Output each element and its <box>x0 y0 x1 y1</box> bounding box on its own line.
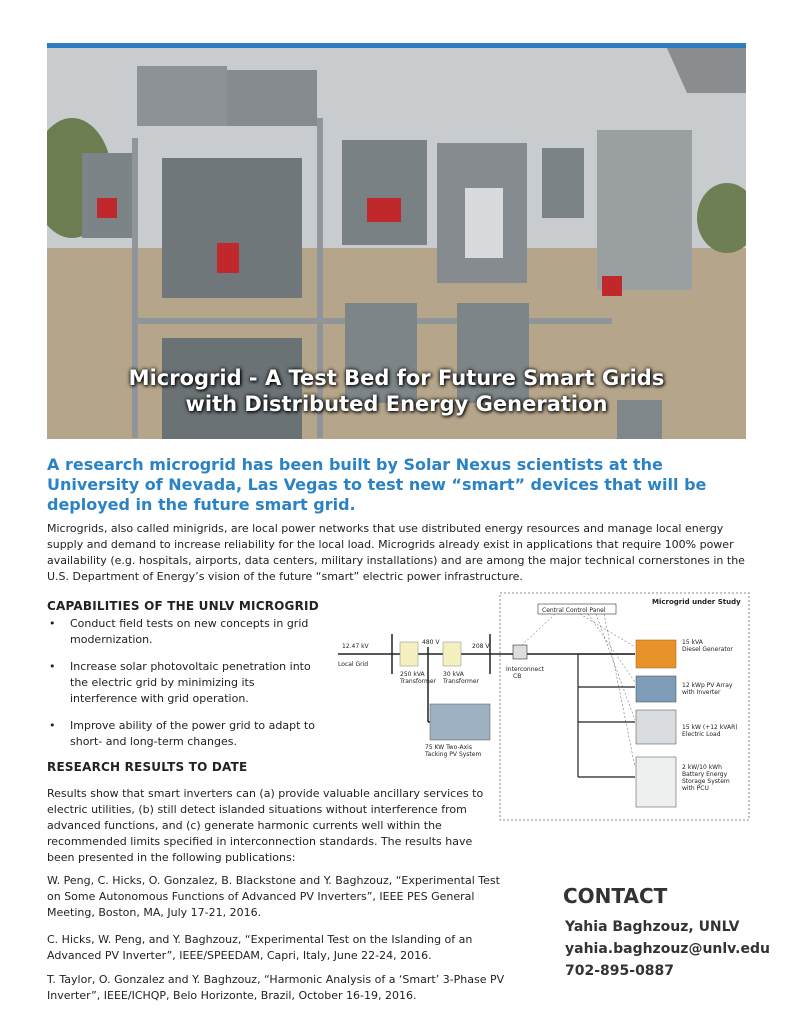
local-grid-label: Local Grid <box>338 661 369 668</box>
contact-email[interactable]: yahia.baghzouz@unlv.edu <box>565 941 770 957</box>
solar-panel-icon <box>430 704 490 740</box>
battery-label: Battery Energy <box>682 771 728 778</box>
voltage-label: 12.47 kV <box>342 643 369 650</box>
hero-title-line-2: with Distributed Energy Generation <box>185 392 608 416</box>
pv-array-label: with Inverter <box>682 689 721 696</box>
bullet-icon: • <box>49 719 56 732</box>
list-item: • Improve ability of the power grid to adapt to short- and long-term changes. <box>49 719 315 748</box>
contact-phone[interactable]: 702-895-0887 <box>565 963 675 979</box>
generator-label: Diesel Generator <box>682 646 733 653</box>
results-paragraph: Results show that smart inverters can (a) provide valuable ancillary services to electric utilities, (b) still detect islanded situations without interference from advanced functions, and (c) generate harmonic currents well within the recommended limits specified in interconnection standards. The results have been presented in the following publications: <box>47 787 484 864</box>
load-label: Electric Load <box>682 731 721 738</box>
publication-2: C. Hicks, W. Peng, and Y. Baghzouz, “Experimental Test on the Islanding of an Advanced PV Inverter”, IEEE/SPEEDAM, Capri, Italy, June 22-24, 2016. <box>47 933 473 962</box>
capabilities-heading: CAPABILITIES OF THE UNLV MICROGRID <box>47 599 319 613</box>
voltage-label: 480 V <box>422 639 440 646</box>
circuit-breaker-icon <box>513 645 527 659</box>
voltage-label: 208 V <box>472 643 490 650</box>
diagram-frame <box>500 593 749 820</box>
battery-storage-icon <box>636 757 676 807</box>
cb-label: CB <box>513 673 522 680</box>
transformer-icon <box>443 642 461 666</box>
battery-label: 2 kW/10 kWh <box>682 764 722 771</box>
pv-array-label: 12 kWp PV Array <box>682 682 733 689</box>
transformer-icon <box>400 642 418 666</box>
generator-icon <box>636 640 676 668</box>
transformer-label: 30 kVA <box>443 671 464 678</box>
cb-label: Interconnect <box>506 666 544 673</box>
diagram-title: Microgrid under Study <box>652 598 741 606</box>
contact-name: Yahia Baghzouz, UNLV <box>565 919 740 935</box>
capabilities-list <box>47 616 317 761</box>
bullet-icon: • <box>49 617 56 630</box>
pv-system-label: Tacking PV System <box>425 751 482 758</box>
transformer-label: Transformer <box>400 678 437 685</box>
list-item: • Increase solar photovoltaic penetration into the electric grid by minimizing its interference with grid operation. <box>49 660 311 705</box>
lead-paragraph: A research microgrid has been built by Solar Nexus scientists at the University of Nevada, Las Vegas to test new “smart” devices that will be deployed in the future smart grid. <box>47 455 707 514</box>
control-panel-label: Central Control Panel <box>542 607 606 614</box>
results-heading: RESEARCH RESULTS TO DATE <box>47 760 248 774</box>
battery-label: Storage System <box>682 778 730 785</box>
microgrid-diagram <box>330 592 750 822</box>
generator-label: 15 kVA <box>682 639 703 646</box>
hero-photo <box>47 48 746 439</box>
load-label: 15 kW (+12 kVAR) <box>682 724 738 731</box>
publication-1: W. Peng, C. Hicks, O. Gonzalez, B. Blackstone and Y. Baghzouz, “Experimental Test on Some Autonomous Functions of Advanced PV Inverters”, IEEE PES General Meeting, Boston, MA, July 17-21, 2016. <box>47 874 500 919</box>
battery-label: with PCU <box>682 785 709 792</box>
list-item: • Conduct field tests on new concepts in grid modernization. <box>49 617 309 646</box>
pv-system-label: 75 KW Two-Axis <box>425 744 472 751</box>
transformer-label: Transformer <box>443 678 480 685</box>
publication-3: T. Taylor, O. Gonzalez and Y. Baghzouz, “Harmonic Analysis of a ‘Smart’ 3-Phase PV Inverter”, IEEE/ICHQP, Belo Horizonte, Brazil, October 16-19, 2016. <box>47 973 505 1002</box>
pv-array-icon <box>636 676 676 702</box>
load-bank-icon <box>636 710 676 744</box>
contact-heading: CONTACT <box>563 884 668 908</box>
bullet-icon: • <box>49 660 56 673</box>
hero-title-line-1: Microgrid - A Test Bed for Future Smart Grids <box>128 366 665 390</box>
transformer-label: 250 kVA <box>400 671 425 678</box>
intro-paragraph: Microgrids, also called minigrids, are local power networks that use distributed energy resources and manage local energy supply and demand to increase reliability for the local load. Microgrids already exist in applications that require 100% power availability (e.g. hospitals, airports, data centers, military installations) and are among the major technical cornerstones in the U.S. Department of Energy’s vision of the future “smart” electric power infrastructure. <box>47 522 745 583</box>
